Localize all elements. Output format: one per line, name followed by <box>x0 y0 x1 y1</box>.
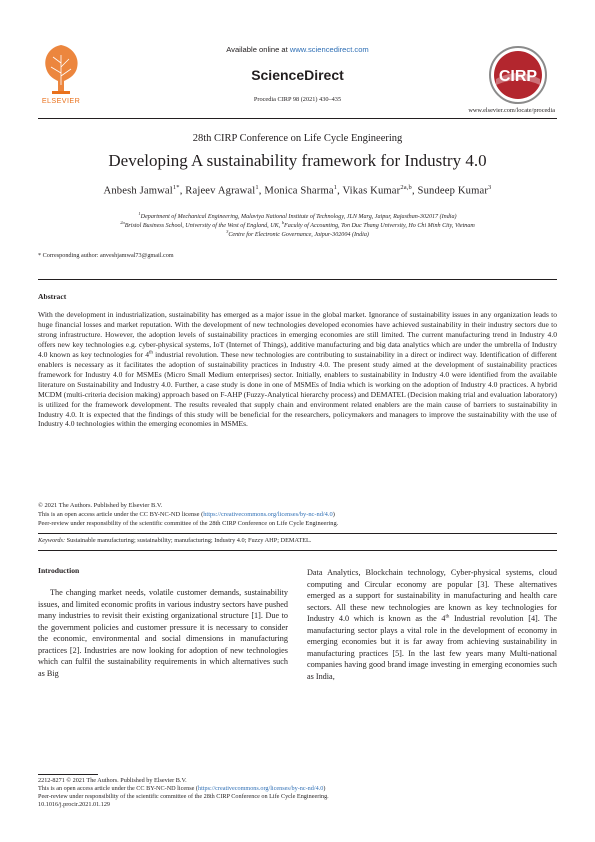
author-separator: , <box>337 185 343 197</box>
keywords-list: Sustainable manufacturing; sustainability; manufacturing; Industry 4.0; Fuzzy AHP; DEMATEL. <box>65 537 312 544</box>
author-name: Rajeev Agrawal <box>185 185 256 197</box>
abstract-top-rule <box>38 279 557 280</box>
affiliation-2: $^{2a}$Bristol Business School, University of the West of England, UK, $^b$Faculty of Accounting, Ton Duc Thang University, Ho Chi Minh City, Vietnam <box>120 220 475 230</box>
keywords-line <box>38 537 311 544</box>
license-link[interactable]: https://creativecommons.org/licenses/by-nc-nd/4.0 <box>203 510 333 518</box>
footer-issn: 2212-8271 © 2021 The Authors. Published by Elsevier B.V. <box>38 777 187 784</box>
paper-title: Developing A sustainability framework for Industry 4.0 <box>108 151 487 170</box>
author-separator: , <box>179 185 186 197</box>
affiliation-3: $^3$Centre for Electronic Governance, Jaipur-302004 (India) <box>226 229 369 239</box>
sciencedirect-brand: ScienceDirect <box>251 67 344 83</box>
author-list <box>0 184 595 197</box>
keywords-top-rule <box>38 533 557 534</box>
author-affiliation-mark: 1 <box>255 184 259 191</box>
author-separator: , <box>411 185 418 197</box>
header-divider <box>38 118 557 119</box>
author-affiliation-mark: 2a,b <box>400 184 412 191</box>
author-affiliation-mark: 3 <box>488 184 492 191</box>
elsevier-wordmark: ELSEVIER <box>41 96 81 105</box>
copyright-line: © 2021 The Authors. Published by Elsevier B.V. <box>38 502 163 509</box>
conference-name: 28th CIRP Conference on Life Cycle Engineering <box>192 133 403 144</box>
author-name: Vikas Kumar <box>342 185 401 197</box>
introduction-heading: Introduction <box>38 566 80 575</box>
author-name: Anbesh Jamwal <box>103 185 173 197</box>
abstract-copyright-block <box>38 502 557 528</box>
peer-review-line: Peer-review under responsibility of the scientific committee of the 28th CIRP Conference on Life Cycle Engineering. <box>38 519 339 527</box>
footer-license: This is an open access article under the CC BY-NC-ND license (https://creativecommons.org/licenses/by-nc-nd/4.0) <box>38 784 326 792</box>
sciencedirect-link[interactable]: www.sciencedirect.com <box>289 45 369 54</box>
introduction-right-column: Data Analytics, Blockchain technology, Cyber-physical systems, cloud computing and Circular economy are popular [3]. These alternatives emerged as a support for sustainability in manufacturing and health care sectors. All these new technologies are known as key technologies for Industry 4.0 which is known as the 4th Industrial revolution [4]. The manufacturing sector plays a vital role in the development of economy in emerging economies but it is far away from achieving sustainability in manufacturing practices [5]. In the last few years many Multi-national companies having good brand image investing in emerging economies such as India, <box>307 568 557 681</box>
corresponding-author: * Corresponding author: anveshjamwal73@gmail.com <box>38 252 174 259</box>
author-separator: , <box>258 185 265 197</box>
author-affiliation-mark: 1* <box>172 184 180 191</box>
cirp-logo-icon <box>488 45 548 105</box>
abstract-bottom-rule <box>38 550 557 551</box>
author-name: Sundeep Kumar <box>417 185 489 197</box>
footer-notes <box>38 777 557 809</box>
footer-doi: 10.1016/j.procir.2021.01.129 <box>38 800 111 808</box>
affiliation-1: $^1$Department of Mechanical Engineering, Malaviya National Institute of Technology, JLN Marg, Jaipur, Rajasthan-302017 (India) <box>138 211 457 221</box>
author-affiliation-mark: 1 <box>333 184 338 191</box>
introduction-left-column: The changing market needs, volatile customer demands, sustainability issues, and limited economic profits in various industry sectors have pushed many industries to revisit their existing organizational structure [1]. Due to the government policies and customer pressure it is necessary to consider the economic, environmental and social dimensions in manufacturing practices [2]. Industries are now looking for adoption of new technologies which can fulfil the sustainability requirements in which alternatives such as Big <box>38 588 288 678</box>
publisher-url[interactable]: www.elsevier.com/locate/procedia <box>468 107 555 114</box>
journal-reference: Procedia CIRP 98 (2021) 430–435 <box>253 96 342 103</box>
footer-peer-review: Peer-review under responsibility of the scientific committee of the 28th CIRP Conference on Life Cycle Engineering. <box>38 792 329 800</box>
keywords-label: Keywords: <box>38 537 66 544</box>
abstract-body: With the development in industrialization, sustainability has emerged as a major issue in the global market. Ignorance of sustainability issues in any organization leads to huge financial losses and market reputation. With the development of new technologies developed economies have achieved sustainability in their industry sectors due to strong infrastructure. However, the adoption levels of sustainability practices in emerging economies are still limited. The current manufacturing trend in Industry 4.0 offers new key technologies e.g. cyber-physical systems, IoT (Internet of Things), additive manufacturing and big data analytics which are under the umbrella of Industry 4.0 known as key technologies for 4th industrial revolution. These new technologies are contributing to sustainability in a direct or indirect way. Identification of different enablers is necessary as it facilitates the adoption of sustainability practices in Industry 4.0. The present study aimed at the development of sustainability practices framework for Industry 4.0 for MSMEs (Micro Small Medium enterprises) sector. Initially, enablers to sustainability in Industry 4.0 were identified from the available literature on Sustainability and Industry 4.0. Further, a case study is done in one of MSMEs of India which is working on the adoption of Industry 4.0 practices. A hybrid MCDM (multi-criteria decision making) approach based on F-AHP (Fuzzy-Analytical hierarchy process) and DEMATEL (Decision making trial and evaluation laboratory) is utilized for the framework development. The results revealed that supply chain and environment related enablers are the main cause of barriers to sustainability in Industry 4.0. It is expected that the findings of this study will be beneficial for the researchers, policymakers and managers to improve the sustainability with the use of Industry 4.0 technologies within the emerging economies in MSMEs. <box>38 310 558 429</box>
author-name: Monica Sharma <box>264 185 334 197</box>
footer-license-link[interactable]: https://creativecommons.org/licenses/by-nc-nd/4.0 <box>197 784 324 792</box>
available-prefix: Available online at <box>226 45 290 54</box>
cirp-logo-text: CIRP <box>498 68 538 85</box>
license-line: This is an open access article under the CC BY-NC-ND license (https://creativecommons.org/licenses/by-nc-nd/4.0) <box>38 510 335 518</box>
footer-rule <box>38 774 98 775</box>
abstract-heading: Abstract <box>38 292 67 301</box>
